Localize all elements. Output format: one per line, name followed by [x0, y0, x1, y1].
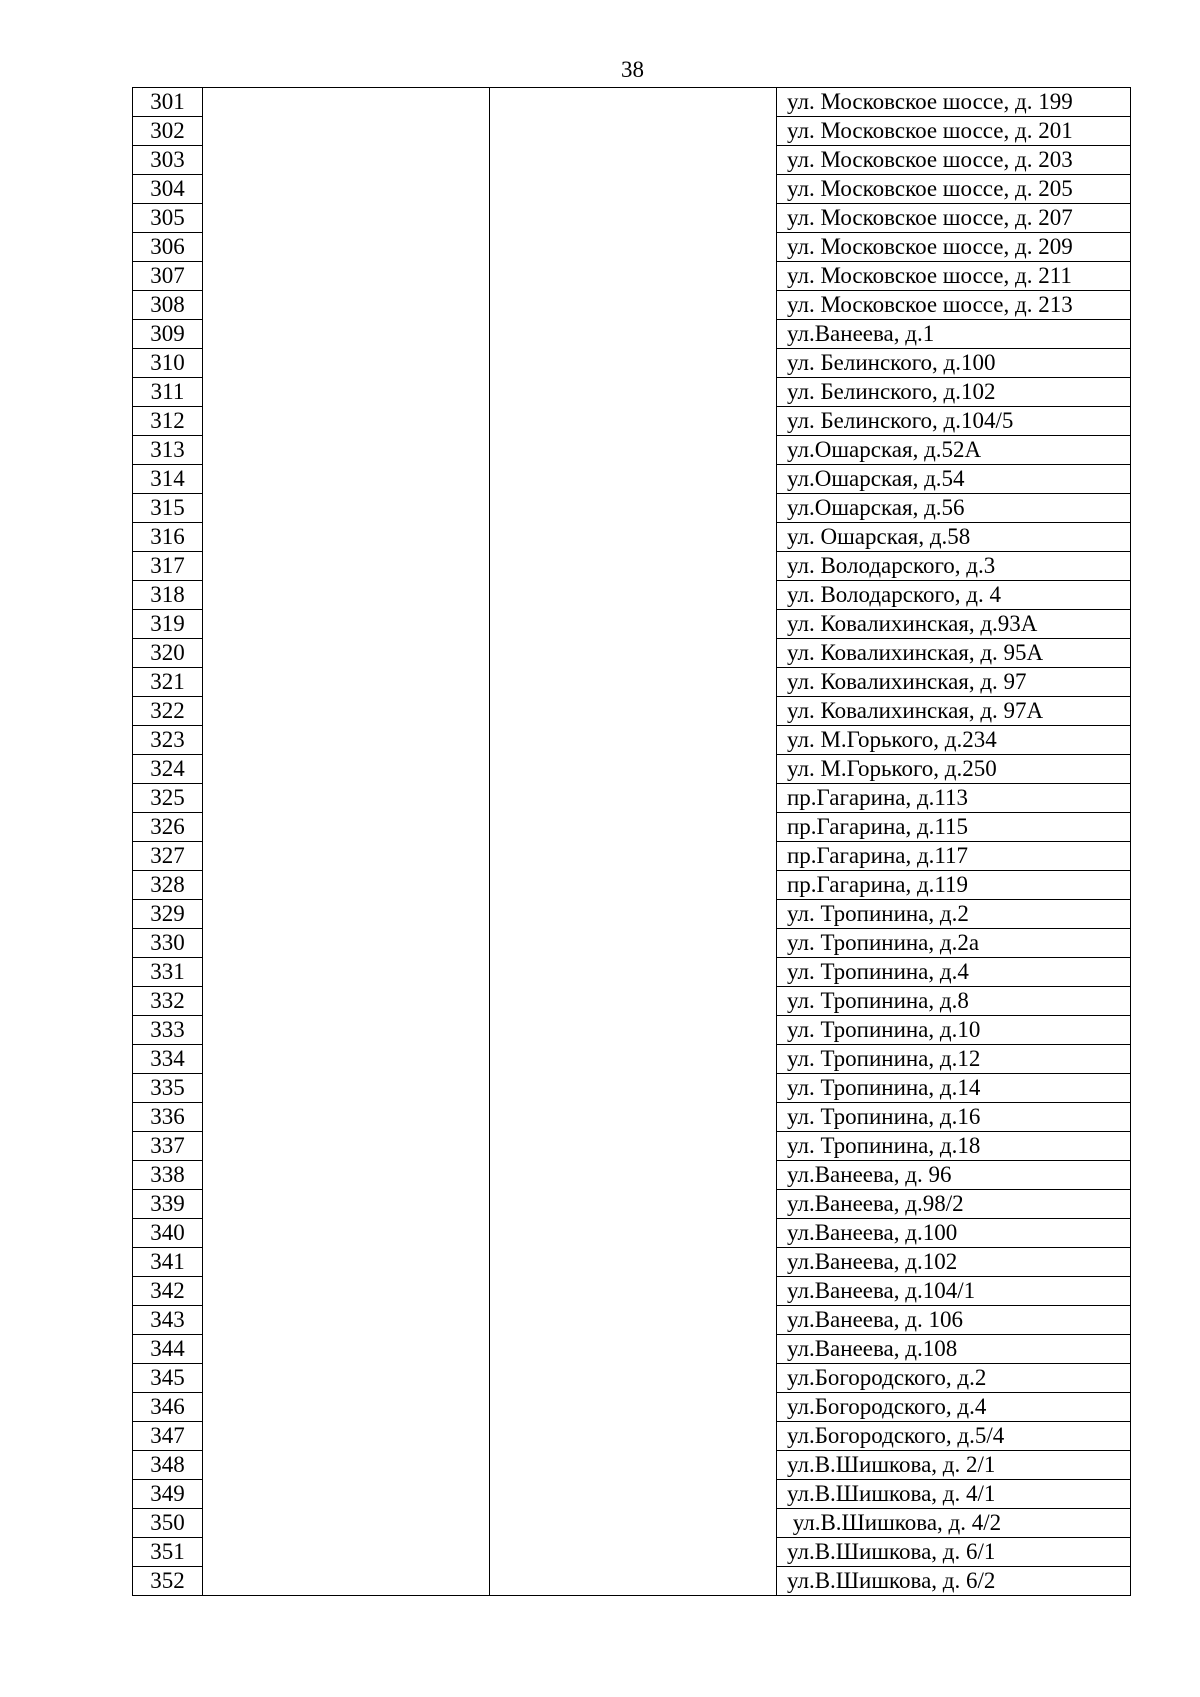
address-cell: ул.Ошарская, д.56 — [777, 494, 1131, 523]
row-number: 332 — [133, 987, 203, 1016]
address-cell: ул. Московское шоссе, д. 207 — [777, 204, 1131, 233]
address-cell: ул.Богородского, д.4 — [777, 1393, 1131, 1422]
row-number: 340 — [133, 1219, 203, 1248]
row-number: 345 — [133, 1364, 203, 1393]
row-number: 325 — [133, 784, 203, 813]
row-number: 323 — [133, 726, 203, 755]
address-cell: ул. Московское шоссе, д. 199 — [777, 88, 1131, 117]
address-cell: пр.Гагарина, д.113 — [777, 784, 1131, 813]
address-cell: ул.Ванеева, д.102 — [777, 1248, 1131, 1277]
row-number: 313 — [133, 436, 203, 465]
address-cell: ул. Ковалихинская, д. 97 — [777, 668, 1131, 697]
row-number: 329 — [133, 900, 203, 929]
address-cell: ул.Богородского, д.5/4 — [777, 1422, 1131, 1451]
row-number: 305 — [133, 204, 203, 233]
row-number: 339 — [133, 1190, 203, 1219]
address-cell: ул. Московское шоссе, д. 209 — [777, 233, 1131, 262]
address-cell: ул.Ошарская, д.52А — [777, 436, 1131, 465]
address-cell: ул. Ошарская, д.58 — [777, 523, 1131, 552]
row-number: 334 — [133, 1045, 203, 1074]
row-number: 341 — [133, 1248, 203, 1277]
address-cell: ул. Тропинина, д.14 — [777, 1074, 1131, 1103]
row-number: 331 — [133, 958, 203, 987]
row-number: 309 — [133, 320, 203, 349]
row-number: 333 — [133, 1016, 203, 1045]
address-cell: ул. Ковалихинская, д. 97А — [777, 697, 1131, 726]
address-cell: ул.В.Шишкова, д. 4/2 — [777, 1509, 1131, 1538]
row-number: 321 — [133, 668, 203, 697]
address-cell: ул.Богородского, д.2 — [777, 1364, 1131, 1393]
address-cell: ул.Ванеева, д.100 — [777, 1219, 1131, 1248]
row-number: 327 — [133, 842, 203, 871]
address-cell: ул. Тропинина, д.16 — [777, 1103, 1131, 1132]
address-cell: ул.Ванеева, д.104/1 — [777, 1277, 1131, 1306]
address-cell: ул. Тропинина, д.18 — [777, 1132, 1131, 1161]
row-number: 336 — [133, 1103, 203, 1132]
address-cell: ул. М.Горького, д.250 — [777, 755, 1131, 784]
address-cell: ул. Тропинина, д.2а — [777, 929, 1131, 958]
address-table-body — [133, 88, 1131, 1596]
row-number: 303 — [133, 146, 203, 175]
row-number: 320 — [133, 639, 203, 668]
address-cell: ул. Белинского, д.102 — [777, 378, 1131, 407]
address-cell: ул. Белинского, д.104/5 — [777, 407, 1131, 436]
row-number: 317 — [133, 552, 203, 581]
row-number: 338 — [133, 1161, 203, 1190]
row-number: 328 — [133, 871, 203, 900]
address-cell: ул.В.Шишкова, д. 6/2 — [777, 1567, 1131, 1596]
row-number: 352 — [133, 1567, 203, 1596]
row-number: 311 — [133, 378, 203, 407]
row-number: 343 — [133, 1306, 203, 1335]
row-number: 316 — [133, 523, 203, 552]
address-table — [132, 87, 1131, 1596]
row-number: 302 — [133, 117, 203, 146]
address-cell: ул. М.Горького, д.234 — [777, 726, 1131, 755]
row-number: 315 — [133, 494, 203, 523]
address-cell: ул. Тропинина, д.10 — [777, 1016, 1131, 1045]
address-cell: ул. Тропинина, д.2 — [777, 900, 1131, 929]
address-cell: ул. Московское шоссе, д. 213 — [777, 291, 1131, 320]
row-number: 310 — [133, 349, 203, 378]
address-cell: ул. Тропинина, д.4 — [777, 958, 1131, 987]
address-cell: ул.Ванеева, д.108 — [777, 1335, 1131, 1364]
address-cell: ул. Тропинина, д.8 — [777, 987, 1131, 1016]
row-number: 344 — [133, 1335, 203, 1364]
row-number: 318 — [133, 581, 203, 610]
row-number: 342 — [133, 1277, 203, 1306]
row-number: 324 — [133, 755, 203, 784]
address-cell: ул. Московское шоссе, д. 211 — [777, 262, 1131, 291]
address-cell: ул.В.Шишкова, д. 4/1 — [777, 1480, 1131, 1509]
address-cell: ул.Ванеева, д.98/2 — [777, 1190, 1131, 1219]
address-cell: ул. Володарского, д.3 — [777, 552, 1131, 581]
page-number: 38 — [621, 57, 644, 82]
row-number: 349 — [133, 1480, 203, 1509]
address-cell: пр.Гагарина, д.115 — [777, 813, 1131, 842]
address-cell: ул. Московское шоссе, д. 205 — [777, 175, 1131, 204]
row-number: 301 — [133, 88, 203, 117]
row-number: 330 — [133, 929, 203, 958]
address-cell: ул.В.Шишкова, д. 2/1 — [777, 1451, 1131, 1480]
address-cell: пр.Гагарина, д.117 — [777, 842, 1131, 871]
row-number: 335 — [133, 1074, 203, 1103]
row-number: 306 — [133, 233, 203, 262]
address-cell: ул. Ковалихинская, д.93А — [777, 610, 1131, 639]
row-number: 319 — [133, 610, 203, 639]
row-number: 326 — [133, 813, 203, 842]
row-number: 307 — [133, 262, 203, 291]
address-cell: ул.В.Шишкова, д. 6/1 — [777, 1538, 1131, 1567]
row-number: 347 — [133, 1422, 203, 1451]
row-number: 322 — [133, 697, 203, 726]
address-cell: ул. Белинского, д.100 — [777, 349, 1131, 378]
row-number: 314 — [133, 465, 203, 494]
row-number: 348 — [133, 1451, 203, 1480]
address-cell: ул. Московское шоссе, д. 201 — [777, 117, 1131, 146]
address-cell: ул. Володарского, д. 4 — [777, 581, 1131, 610]
row-number: 337 — [133, 1132, 203, 1161]
row-number: 304 — [133, 175, 203, 204]
empty-merged-cell-left — [203, 88, 490, 1596]
table-row — [133, 88, 1131, 117]
address-cell: ул.Ванеева, д.1 — [777, 320, 1131, 349]
address-cell: ул. Тропинина, д.12 — [777, 1045, 1131, 1074]
address-cell: ул. Ковалихинская, д. 95А — [777, 639, 1131, 668]
address-cell: ул.Ванеева, д. 106 — [777, 1306, 1131, 1335]
address-cell: ул.Ванеева, д. 96 — [777, 1161, 1131, 1190]
row-number: 346 — [133, 1393, 203, 1422]
address-cell: ул.Ошарская, д.54 — [777, 465, 1131, 494]
row-number: 351 — [133, 1538, 203, 1567]
address-cell: ул. Московское шоссе, д. 203 — [777, 146, 1131, 175]
row-number: 312 — [133, 407, 203, 436]
row-number: 350 — [133, 1509, 203, 1538]
empty-merged-cell-middle — [490, 88, 777, 1596]
address-cell: пр.Гагарина, д.119 — [777, 871, 1131, 900]
row-number: 308 — [133, 291, 203, 320]
